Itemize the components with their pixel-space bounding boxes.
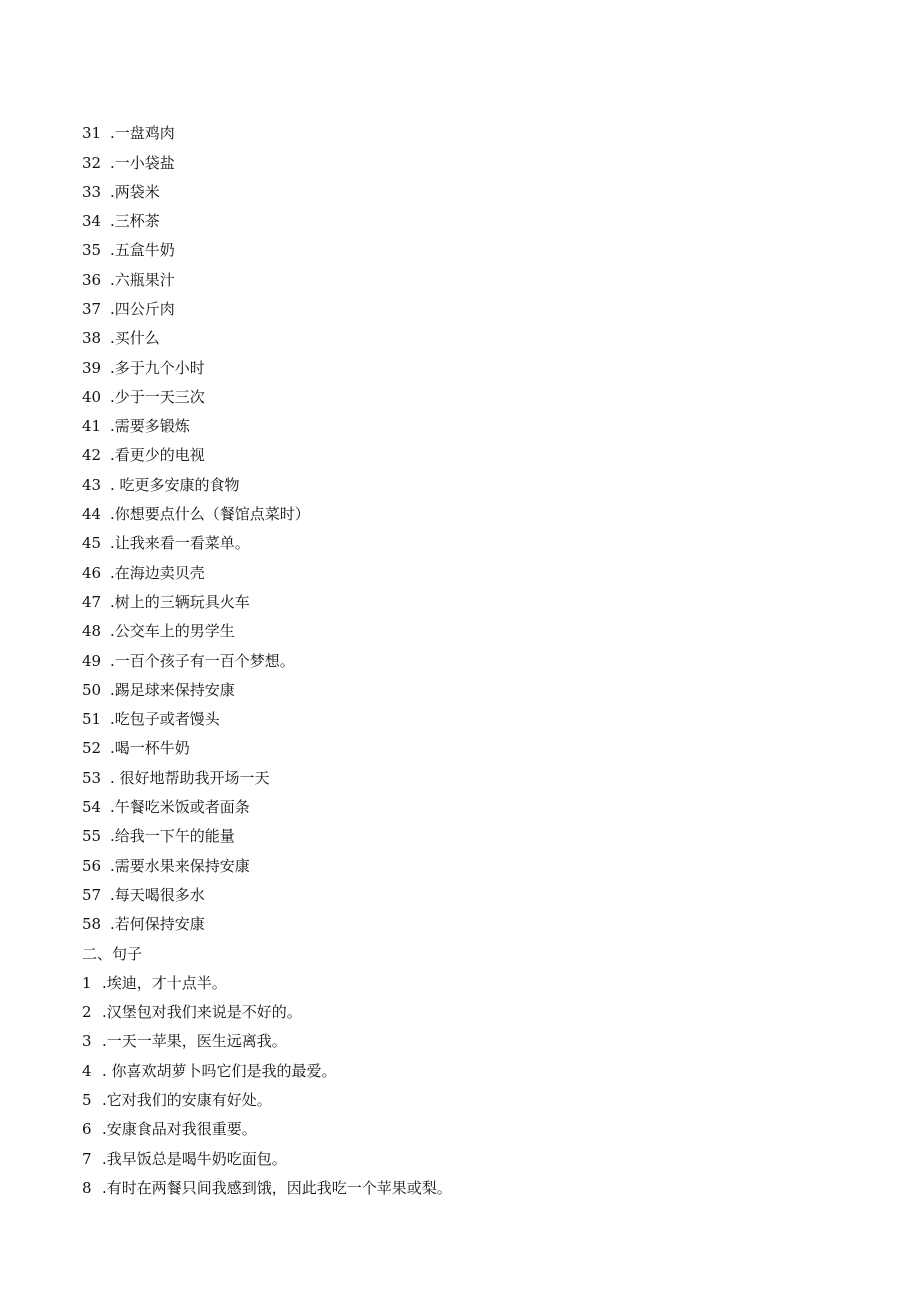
item-text: .埃迪，才十点半。 bbox=[102, 973, 227, 992]
item-number: 40 bbox=[82, 387, 102, 406]
item-number: 3 bbox=[82, 1032, 92, 1051]
list-item bbox=[82, 236, 862, 265]
item-text: .你想要点什么（餐馆点菜时） bbox=[110, 505, 310, 524]
list-item bbox=[82, 1057, 862, 1086]
item-number: 50 bbox=[82, 680, 102, 699]
list-item bbox=[82, 354, 862, 383]
item-number: 32 bbox=[82, 153, 102, 172]
item-text: .需要多锻炼 bbox=[110, 417, 190, 436]
item-text: .公交车上的男学生 bbox=[110, 622, 235, 641]
item-text: .一天一苹果，医生远离我。 bbox=[102, 1032, 287, 1051]
list-item bbox=[82, 149, 862, 178]
item-number: 58 bbox=[82, 915, 102, 934]
item-number: 51 bbox=[82, 710, 102, 729]
list-item bbox=[82, 1115, 862, 1144]
item-text: .一百个孩子有一百个梦想。 bbox=[110, 651, 295, 670]
list-item bbox=[82, 881, 862, 910]
item-text: .两袋米 bbox=[110, 182, 160, 201]
item-number: 45 bbox=[82, 534, 102, 553]
item-text: .一盘鸡肉 bbox=[110, 124, 175, 142]
item-number: 36 bbox=[82, 270, 102, 289]
list-item bbox=[82, 500, 862, 529]
list-item bbox=[82, 764, 862, 793]
list-item bbox=[82, 266, 862, 295]
item-number: 52 bbox=[82, 739, 102, 758]
list-item bbox=[82, 295, 862, 324]
list-item bbox=[82, 822, 862, 851]
item-number: 49 bbox=[82, 651, 102, 670]
item-number: 41 bbox=[82, 417, 102, 436]
list-item bbox=[82, 1027, 862, 1056]
item-text: .汉堡包对我们来说是不好的。 bbox=[102, 1003, 302, 1022]
list-item bbox=[82, 412, 862, 441]
item-number: 38 bbox=[82, 329, 102, 348]
list-item bbox=[82, 910, 862, 939]
list-item bbox=[82, 647, 862, 676]
item-text: .一小袋盐 bbox=[110, 153, 175, 172]
list-item bbox=[82, 588, 862, 617]
item-text: .若何保持安康 bbox=[110, 915, 205, 934]
item-number: 6 bbox=[82, 1120, 92, 1139]
item-text: .四公斤肉 bbox=[110, 299, 175, 318]
item-number: 47 bbox=[82, 592, 102, 611]
item-number: 31 bbox=[82, 124, 102, 142]
item-number: 54 bbox=[82, 798, 102, 817]
list-item bbox=[82, 676, 862, 705]
item-text: .有时在两餐只间我感到饿，因此我吃一个苹果或梨。 bbox=[102, 1178, 452, 1197]
item-text: .给我一下午的能量 bbox=[110, 827, 235, 846]
item-number: 4 bbox=[82, 1061, 92, 1080]
item-text: .我早饭总是喝牛奶吃面包。 bbox=[102, 1149, 287, 1168]
item-number: 53 bbox=[82, 768, 102, 787]
item-text: .买什么 bbox=[110, 329, 160, 348]
item-text: .吃包子或者馒头 bbox=[110, 710, 220, 729]
item-text: . 吃更多安康的食物 bbox=[110, 475, 240, 494]
list-item bbox=[82, 383, 862, 412]
list-item bbox=[82, 441, 862, 470]
item-text: .少于一天三次 bbox=[110, 387, 205, 406]
item-number: 5 bbox=[82, 1091, 92, 1109]
item-text: .安康食品对我很重要。 bbox=[102, 1120, 257, 1139]
list-item bbox=[82, 969, 862, 998]
item-number: 33 bbox=[82, 182, 102, 201]
list-item bbox=[82, 471, 862, 500]
item-text: .看更少的电视 bbox=[110, 446, 205, 465]
item-number: 42 bbox=[82, 446, 102, 465]
item-number: 44 bbox=[82, 505, 102, 524]
list-item bbox=[82, 734, 862, 763]
list-item bbox=[82, 998, 862, 1027]
item-number: 37 bbox=[82, 299, 102, 318]
list-item bbox=[82, 324, 862, 353]
list-item bbox=[82, 1086, 862, 1115]
item-text: .喝一杯牛奶 bbox=[110, 739, 190, 758]
list-item bbox=[82, 705, 862, 734]
item-text: .需要水果来保持安康 bbox=[110, 856, 250, 875]
list-item bbox=[82, 793, 862, 822]
item-number: 1 bbox=[82, 973, 92, 992]
item-number: 2 bbox=[82, 1003, 92, 1022]
item-number: 48 bbox=[82, 622, 102, 641]
item-number: 7 bbox=[82, 1149, 92, 1168]
item-number: 55 bbox=[82, 827, 102, 846]
item-number: 46 bbox=[82, 563, 102, 582]
list-item bbox=[82, 617, 862, 646]
item-text: .六瓶果汁 bbox=[110, 270, 175, 289]
list-item bbox=[82, 852, 862, 881]
item-text: .踢足球来保持安康 bbox=[110, 680, 235, 699]
list-item bbox=[82, 1174, 862, 1203]
item-number: 56 bbox=[82, 856, 102, 875]
list-item bbox=[82, 178, 862, 207]
item-text: .三杯茶 bbox=[110, 212, 160, 231]
item-number: 43 bbox=[82, 475, 102, 494]
item-text: . 你喜欢胡萝卜吗它们是我的最爱。 bbox=[102, 1061, 337, 1080]
item-text: .让我来看一看菜单。 bbox=[110, 534, 250, 553]
item-number: 39 bbox=[82, 358, 102, 377]
list-item bbox=[82, 118, 862, 149]
item-text: . 很好地帮助我开场一天 bbox=[110, 768, 270, 787]
section-heading: 二、句子 bbox=[82, 944, 143, 963]
item-text: .每天喝很多水 bbox=[110, 885, 205, 904]
item-text: .它对我们的安康有好处。 bbox=[102, 1091, 272, 1109]
item-number: 35 bbox=[82, 241, 102, 260]
list-item bbox=[82, 207, 862, 236]
item-text: .五盒牛奶 bbox=[110, 241, 175, 260]
item-text: .多于九个小时 bbox=[110, 358, 205, 377]
item-text: .树上的三辆玩具火车 bbox=[110, 592, 250, 611]
item-text: .在海边卖贝壳 bbox=[110, 563, 205, 582]
list-item bbox=[82, 1145, 862, 1174]
list-item bbox=[82, 559, 862, 588]
item-number: 57 bbox=[82, 885, 102, 904]
item-number: 8 bbox=[82, 1178, 92, 1197]
item-number: 34 bbox=[82, 212, 102, 231]
list-item bbox=[82, 529, 862, 558]
vocabulary-list bbox=[82, 118, 862, 1203]
item-text: .午餐吃米饭或者面条 bbox=[110, 798, 250, 817]
